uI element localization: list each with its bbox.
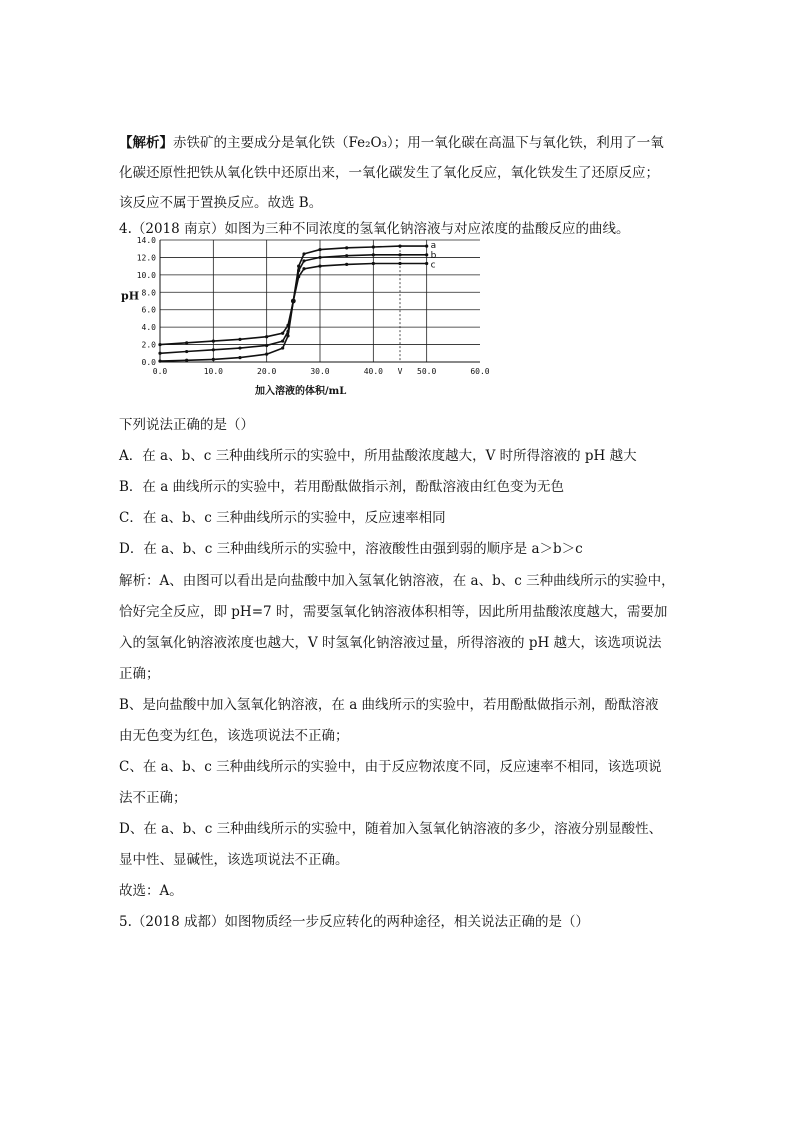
data-point: [281, 332, 284, 335]
data-point: [185, 359, 188, 362]
data-point: [212, 358, 215, 361]
q3-analysis-line-1: 【解析】赤铁矿的主要成分是氧化铁（Fe₂O₃）；用一氧化碳在高温下与氧化铁，利用了一氧: [119, 135, 664, 151]
q4-answer: 故选：A。: [119, 883, 183, 899]
data-point: [158, 352, 161, 355]
y-tick-label: 14.0: [136, 236, 156, 245]
data-point: [212, 348, 215, 351]
q4-analysis-line: D、在 a、b、c 三种曲线所示的实验中，随着加入氢氧化钠溶液的多少，溶液分别显酸性、: [119, 821, 663, 837]
data-point: [318, 256, 321, 259]
x-tick-label: V: [397, 367, 403, 376]
q4-analysis-line: B、是向盐酸中加入氢氧化钠溶液，在 a 曲线所示的实验中，若用酚酞做指示剂，酚酞溶液: [119, 697, 659, 713]
series-line-c: [160, 264, 427, 345]
q3-analysis-line-3: 该反应不属于置换反应。故选 B。: [119, 195, 323, 211]
q4-analysis-line: 入的氢氧化钠溶液浓度也越大，V 时氢氧化钠溶液过量，所得溶液的 pH 越大，该选项说法: [119, 635, 662, 651]
x-tick-label: 0.0: [152, 367, 168, 376]
data-point: [345, 263, 348, 266]
q4-option-b: B．在 a 曲线所示的实验中，若用酚酞做指示剂，酚酞溶液由红色变为无色: [119, 479, 565, 495]
q4-analysis-line: C、在 a、b、c 三种曲线所示的实验中，由于反应物浓度不同，反应速率不相同，该选项说: [119, 759, 662, 775]
data-point: [425, 262, 428, 265]
data-point: [185, 350, 188, 353]
data-point: [212, 339, 215, 342]
y-tick-label: 12.0: [136, 253, 156, 263]
q4-option-d: D．在 a、b、c 三种曲线所示的实验中，溶液酸性由强到弱的顺序是 a＞b＞c: [119, 541, 583, 557]
data-point: [238, 346, 241, 349]
q4-analysis-line: 正确；: [119, 666, 160, 682]
data-point: [302, 252, 305, 255]
y-tick-label: 4.0: [141, 323, 156, 333]
q3-analysis-line-2: 化碳还原性把铁从氧化铁中还原出来，一氧化碳发生了氧化反应，氧化铁发生了还原反应；: [119, 165, 659, 181]
x-tick-label: 20.0: [257, 367, 277, 376]
data-point: [398, 245, 401, 248]
analysis-label: 【解析】: [119, 135, 173, 151]
q4-stem: 4.（2018 南京）如图为三种不同浓度的氢氧化钠溶液与对应浓度的盐酸反应的曲线。: [119, 221, 630, 237]
data-point: [185, 341, 188, 344]
data-point: [318, 248, 321, 251]
x-tick-label: 30.0: [310, 367, 330, 376]
y-tick-label: 8.0: [141, 288, 156, 298]
data-point: [398, 253, 401, 256]
series-label: c: [430, 260, 436, 271]
series-label: a: [430, 241, 437, 252]
data-point: [302, 259, 305, 262]
data-point: [345, 246, 348, 249]
y-tick-label: 6.0: [141, 305, 156, 315]
x-tick-label: 10.0: [203, 367, 223, 376]
data-point: [372, 262, 375, 265]
data-point: [318, 265, 321, 268]
x-tick-label: 40.0: [363, 367, 383, 376]
q4-prompt: 下列说法正确的是（）: [119, 417, 254, 433]
data-point: [372, 245, 375, 248]
data-point: [265, 344, 268, 347]
chart-svg: [115, 228, 495, 400]
y-tick-label: 0.0: [141, 358, 156, 367]
series-label: b: [430, 250, 437, 261]
data-point: [238, 356, 241, 359]
data-point: [297, 269, 300, 272]
data-point: [372, 253, 375, 256]
q4-analysis-line: 显中性、显碱性，该选项说法不正确。: [119, 852, 349, 868]
data-point: [281, 339, 284, 342]
x-tick-label: 50.0: [417, 367, 437, 376]
q4-option-c: C．在 a、b、c 三种曲线所示的实验中，反应速率相同: [119, 510, 446, 526]
q4-analysis-line: 解析：A、由图可以看出是向盐酸中加入氢氧化钠溶液，在 a、b、c 三种曲线所示的实验中，: [119, 573, 675, 589]
q4-analysis-line: 由无色变为红色，该选项说法不正确；: [119, 728, 349, 744]
y-tick-label: 2.0: [141, 340, 156, 350]
q5-stem: 5.（2018 成都）如图物质经一步反应转化的两种途径，相关说法正确的是（）: [119, 914, 590, 930]
x-axis-label: 加入溶液的体积/mL: [255, 386, 347, 397]
data-point: [281, 346, 284, 349]
q4-option-a: A．在 a、b、c 三种曲线所示的实验中，所用盐酸浓度越大，V 时所得溶液的 pH 越大: [119, 448, 637, 464]
y-tick-label: 10.0: [136, 270, 156, 280]
data-point: [238, 338, 241, 341]
data-point: [265, 353, 268, 356]
x-tick-label: 60.0: [470, 367, 490, 376]
data-point: [286, 324, 289, 327]
q4-analysis-line: 恰好完全反应，即 pH=7 时，需要氢氧化钠溶液体积相等，因此所用盐酸浓度越大，需要加: [119, 604, 668, 620]
data-point: [425, 253, 428, 256]
data-point: [302, 267, 305, 270]
equivalence-point: [291, 299, 296, 304]
data-point: [345, 254, 348, 257]
data-point: [286, 330, 289, 333]
data-point: [265, 335, 268, 338]
data-point: [425, 245, 428, 248]
q4-analysis-line: 法不正确；: [119, 790, 187, 806]
data-point: [158, 360, 161, 363]
y-axis-label: pH: [121, 289, 140, 303]
data-point: [158, 343, 161, 346]
data-point: [297, 275, 300, 278]
ph-titration-chart: [115, 228, 495, 400]
data-point: [398, 262, 401, 265]
